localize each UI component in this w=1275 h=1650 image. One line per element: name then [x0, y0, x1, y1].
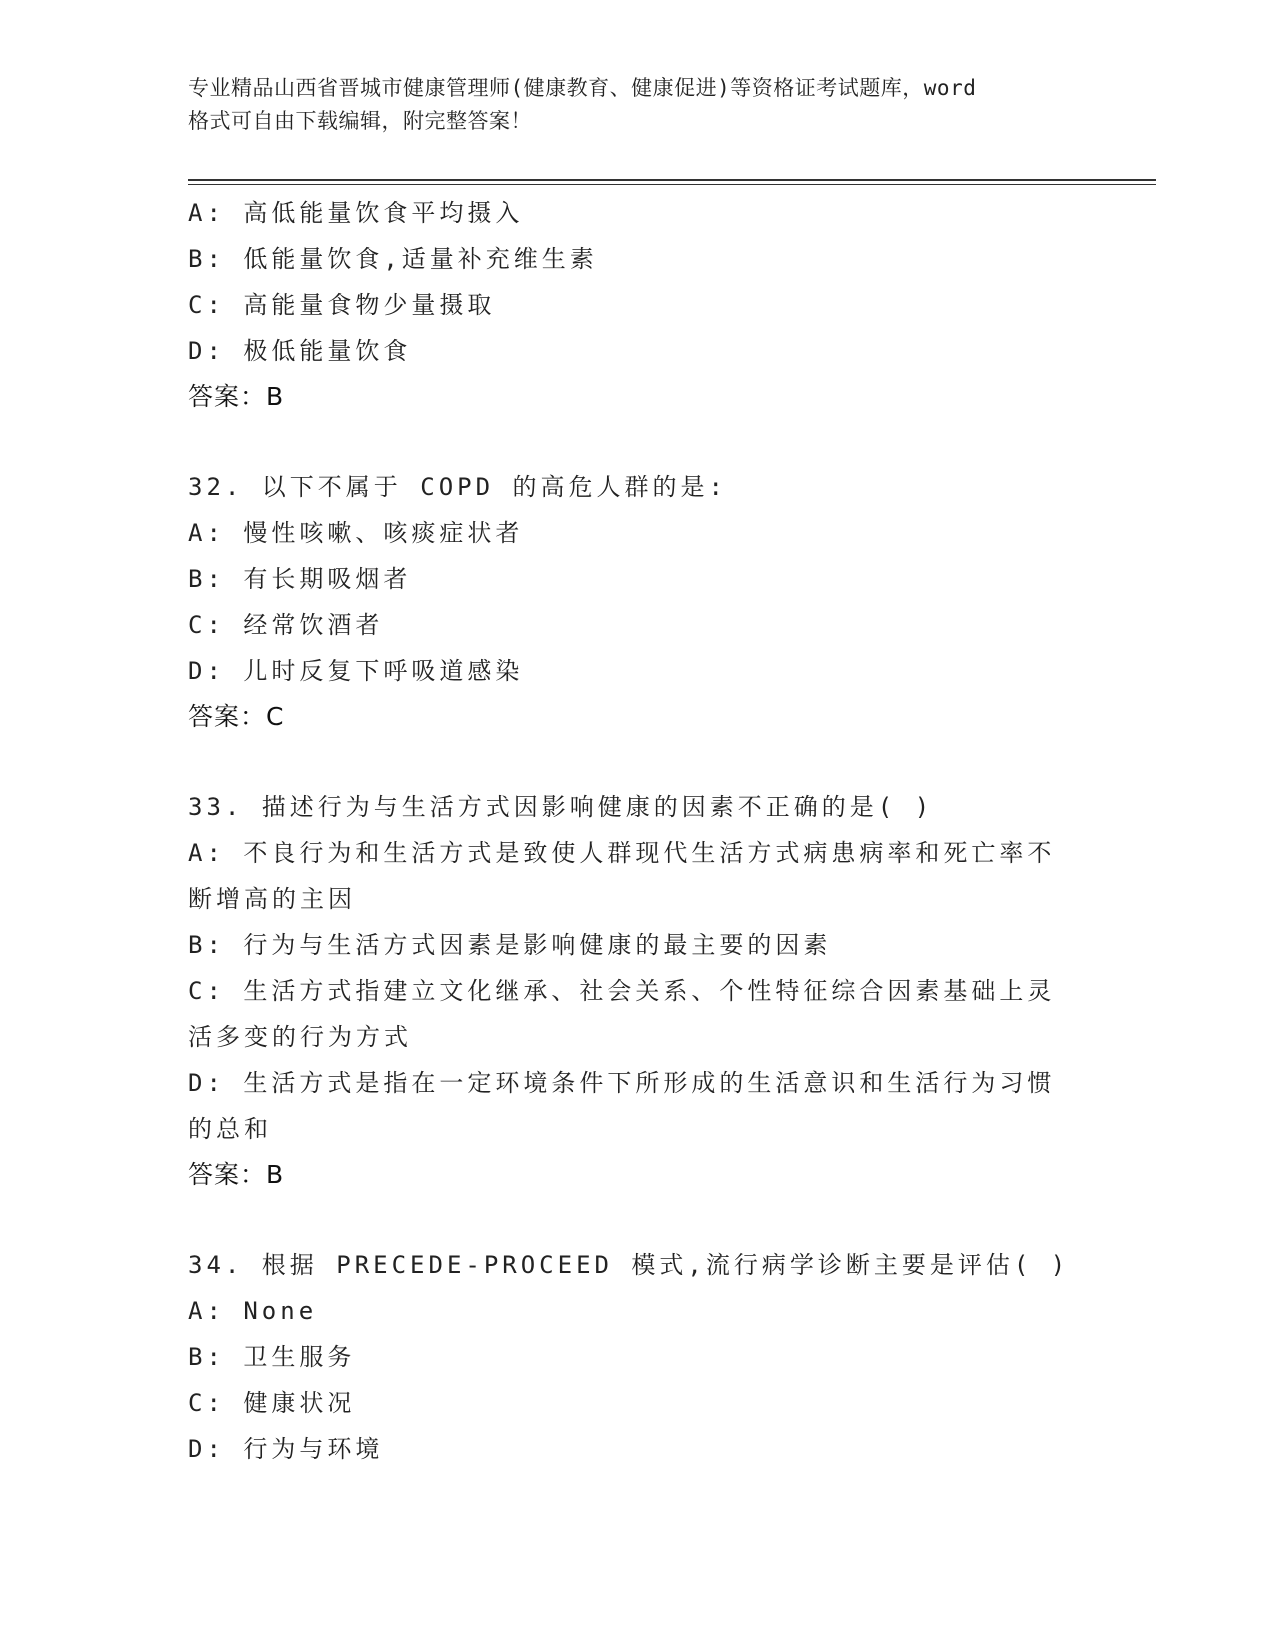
spacer	[188, 1198, 1088, 1242]
header-line-2: 格式可自由下载编辑，附完整答案！	[188, 109, 532, 133]
spacer	[188, 420, 1088, 464]
option-a: A: 高低能量饮食平均摄入	[188, 199, 524, 227]
question-block-32	[188, 464, 1088, 740]
question-block-31	[188, 190, 1088, 420]
question-block-34	[188, 1242, 1088, 1472]
header-divider-thick	[188, 179, 1156, 181]
option-b: B: 卫生服务	[188, 1343, 356, 1371]
option-c: C: 高能量食物少量摄取	[188, 291, 496, 319]
answer-label: 答案：B	[188, 1160, 285, 1189]
spacer	[188, 740, 1088, 784]
header-divider-thin	[188, 184, 1156, 185]
option-b: B: 低能量饮食,适量补充维生素	[188, 245, 598, 273]
option-c: C: 健康状况	[188, 1389, 356, 1417]
question-block-33	[188, 784, 1088, 1198]
option-b: B: 行为与生活方式因素是影响健康的最主要的因素	[188, 931, 832, 959]
question-text: 32. 以下不属于 COPD 的高危人群的是:	[188, 473, 727, 501]
option-d: D: 儿时反复下呼吸道感染	[188, 657, 524, 685]
answer-label: 答案：B	[188, 382, 285, 411]
option-d: D: 行为与环境	[188, 1435, 384, 1463]
option-c: C: 经常饮酒者	[188, 611, 384, 639]
option-b: B: 有长期吸烟者	[188, 565, 412, 593]
header-line-1: 专业精品山西省晋城市健康管理师(健康教育、健康促进)等资格证考试题库，word	[188, 76, 977, 100]
option-a: A: 慢性咳嗽、咳痰症状者	[188, 519, 524, 547]
option-d: D: 生活方式是指在一定环境条件下所形成的生活意识和生活行为习惯的总和	[188, 1069, 1056, 1143]
option-c: C: 生活方式指建立文化继承、社会关系、个性特征综合因素基础上灵活多变的行为方式	[188, 977, 1056, 1051]
option-a: A: None	[188, 1297, 318, 1325]
question-list	[188, 190, 1088, 1472]
answer-label: 答案：C	[188, 702, 285, 731]
question-text: 33. 描述行为与生活方式因影响健康的因素不正确的是( )	[188, 793, 934, 821]
option-d: D: 极低能量饮食	[188, 337, 412, 365]
option-a: A: 不良行为和生活方式是致使人群现代生活方式病患病率和死亡率不断增高的主因	[188, 839, 1056, 913]
question-text: 34. 根据 PRECEDE-PROCEED 模式,流行病学诊断主要是评估( )	[188, 1251, 1070, 1279]
document-header	[188, 72, 1088, 138]
